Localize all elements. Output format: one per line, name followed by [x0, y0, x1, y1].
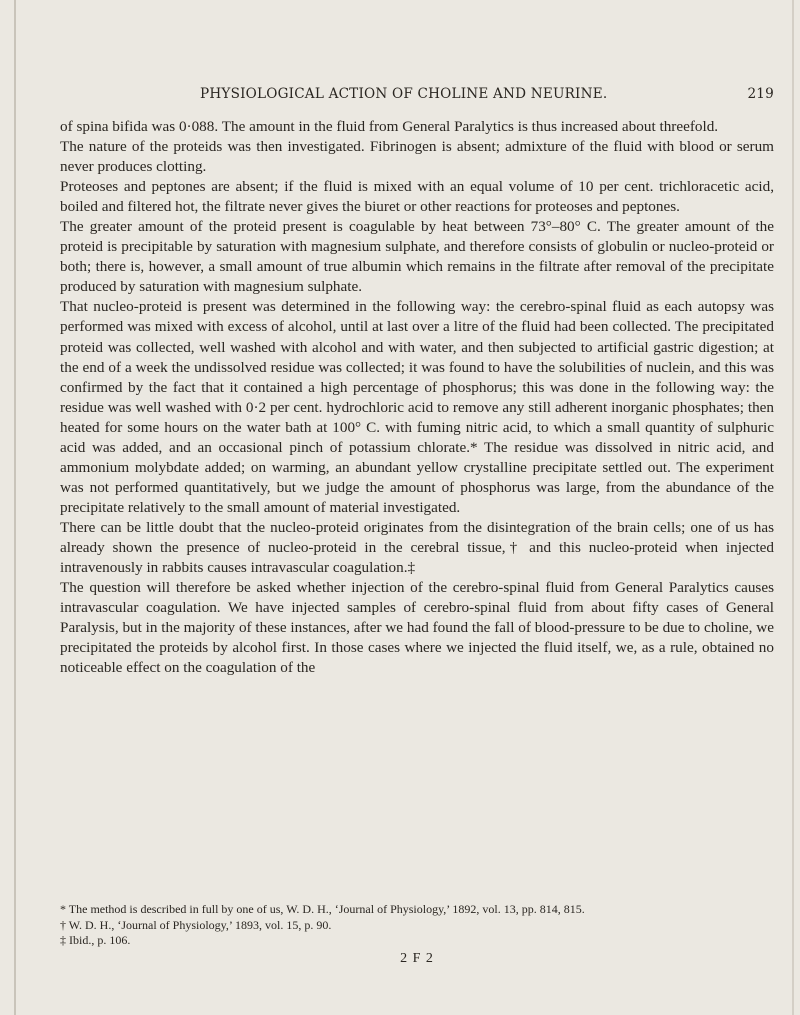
footnote: † W. D. H., ‘Journal of Physiology,’ 1893, vol. 15, p. 90.	[60, 917, 332, 932]
page-number: 219	[747, 86, 774, 102]
page-edge-left	[14, 0, 16, 1015]
signature-mark: 2 F 2	[400, 950, 434, 966]
page-edge-right	[792, 0, 794, 1015]
running-head-title: PHYSIOLOGICAL ACTION OF CHOLINE AND NEURINE.	[200, 86, 608, 102]
paragraph: The question will therefore be asked whether injection of the cerebro-spinal fluid from General Paralytics causes intravascular coagulation. We have injected samples of cerebro-spinal fluid from about fifty cases of General Paralysis, but in the majority of these instances, after we had found the fall of blood-pressure to be due to choline, we precipitated the proteids by alcohol first. In those cases where we injected the fluid itself, we, as a rule, obtained no noticeable effect on the coagulation of the	[60, 579, 774, 677]
footnote: * The method is described in full by one of us, W. D. H., ‘Journal of Physiology,’ 1892, vol. 13, pp. 814, 815.	[60, 902, 585, 916]
footnote: ‡ Ibid., p. 106.	[60, 933, 131, 948]
body-text	[60, 117, 774, 678]
paragraph: Proteoses and peptones are absent; if the fluid is mixed with an equal volume of 10 per cent. trichloracetic acid, boiled and filtered hot, the filtrate never gives the biuret or other reactions for proteoses and peptones.	[60, 178, 774, 216]
paragraph: of spina bifida was 0·088. The amount in the fluid from General Paralytics is thus increased about threefold.	[60, 118, 719, 135]
paragraph: The greater amount of the proteid present is coagulable by heat between 73°–80° C. The greater amount of the proteid is precipitable by saturation with magnesium sulphate, and therefore consists of globulin or nucleo-proteid or both; there is, however, a small amount of true albumin which remains in the filtrate after removal of the precipitate produced by saturation with magnesium sulphate.	[60, 218, 774, 296]
paragraph: The nature of the proteids was then investigated. Fibrinogen is absent; admixture of the fluid with blood or serum never produces clotting.	[60, 138, 774, 176]
footnotes	[60, 902, 774, 966]
paragraph: There can be little doubt that the nucleo-proteid originates from the disintegration of the brain cells; one of us has already shown the presence of nucleo-proteid in the cerebral tissue,† and this nucleo-proteid when injected intravenously in rabbits causes intravascular coagulation.‡	[60, 518, 774, 577]
paragraph: That nucleo-proteid is present was determined in the following way: the cerebro-spinal fluid as each autopsy was performed was mixed with excess of alcohol, until at last over a litre of the fluid had been collected. The precipitated proteid was collected, well washed with alcohol and with water, and then subjected to artificial gastric digestion; at the end of a week the undissolved residue was collected; it was found to have the solubilities of nuclein, and this was confirmed by the fact that it contained a high percentage of phosphorus; this was done in the following way: the residue was well washed with 0·2 per cent. hydrochloric acid to remove any still adherent inorganic phosphates; then heated for some hours on the water bath at 100° C. with fuming nitric acid, to which a small quantity of sulphuric acid was added, and an occasional pinch of potassium chlorate.* The residue was dissolved in nitric acid, and ammonium molybdate added; on warming, an abundant yellow crystalline precipitate settled out. The experiment was not performed quantitatively, but we judge the amount of phosphorus was large, from the abundance of the precipitate relatively to the small amount of material investigated.	[60, 298, 774, 516]
